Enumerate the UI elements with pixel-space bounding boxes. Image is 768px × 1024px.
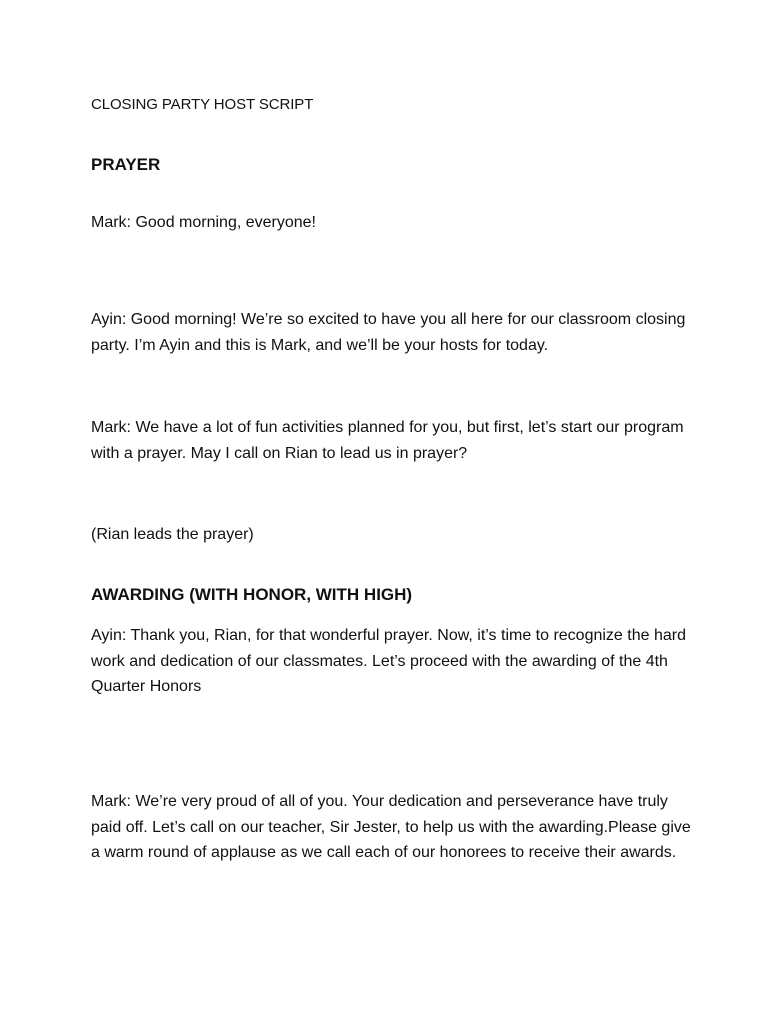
script-line: Mark: We have a lot of fun activities planned for you, but first, let’s start our program with a prayer. May I call on Rian to lead us in prayer? (91, 419, 684, 462)
document-title: CLOSING PARTY HOST SCRIPT (91, 96, 314, 113)
script-line: Ayin: Thank you, Rian, for that wonderful prayer. Now, it’s time to recognize the hard work and dedication of our classmates. Let’s proceed with the awarding of the 4th Quarter Honors (91, 627, 686, 695)
section-heading-prayer: PRAYER (91, 155, 161, 174)
script-line: Mark: Good morning, everyone! (91, 214, 316, 231)
section-heading-awarding: AWARDING (WITH HONOR, WITH HIGH) (91, 585, 413, 604)
stage-direction: (Rian leads the prayer) (91, 526, 254, 543)
script-line: Mark: We’re very proud of all of you. Your dedication and perseverance have truly paid off. Let’s call on our teacher, Sir Jester, to help us with the awarding.Please give a warm round of applause as we call each of our honorees to receive their awards. (91, 793, 691, 861)
script-line: Ayin: Good morning! We’re so excited to have you all here for our classroom closing party. I’m Ayin and this is Mark, and we’ll be your hosts for today. (91, 311, 686, 354)
